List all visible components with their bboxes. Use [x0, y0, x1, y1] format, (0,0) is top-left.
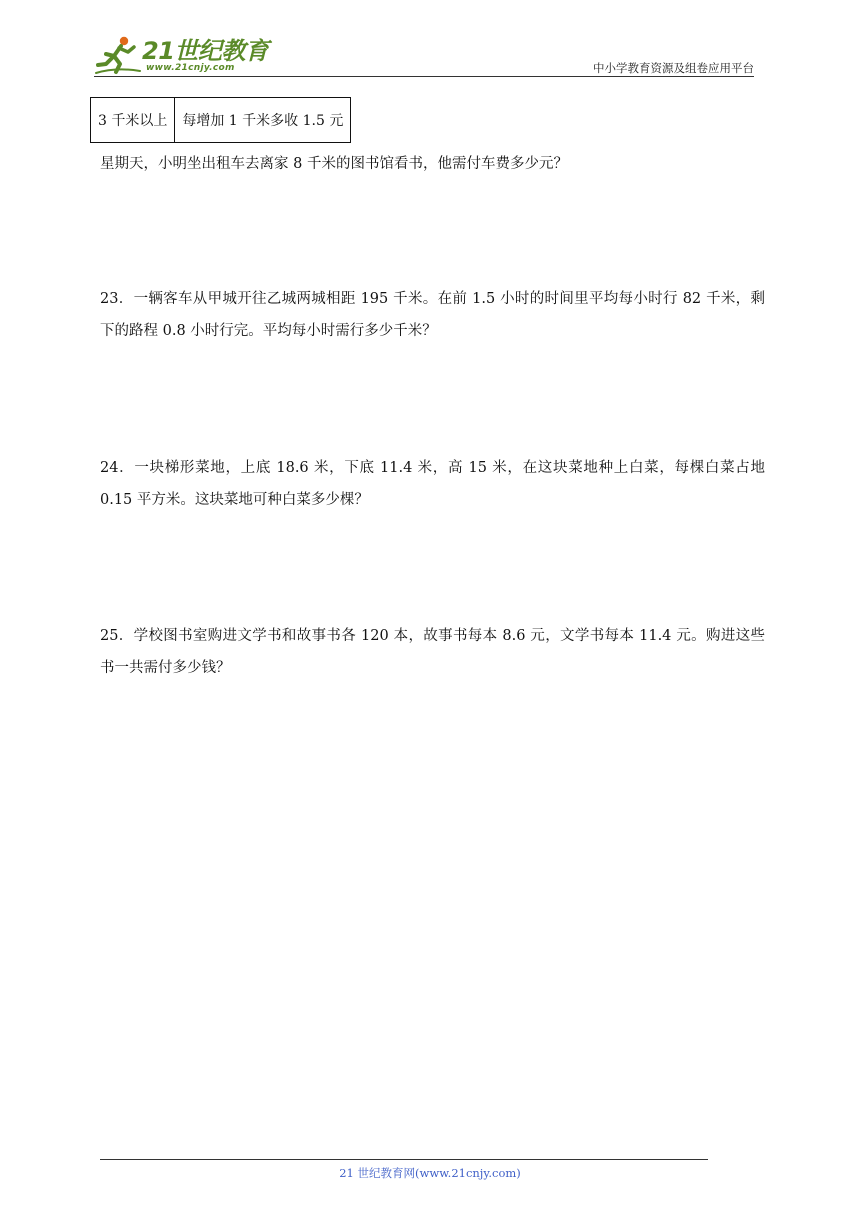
question-23: 23．一辆客车从甲城开往乙城两城相距 195 千米。在前 1.5 小时的时间里平均每小时行 82 千米，剩下的路程 0.8 小时行完。平均每小时需行多少千米？ — [100, 291, 765, 339]
fare-table — [90, 97, 351, 143]
running-figure-logo-icon — [94, 34, 142, 76]
page-header — [0, 0, 860, 80]
logo-wordmark: 21世纪教育 — [142, 37, 269, 65]
question-24: 24．一块梯形菜地，上底 18.6 米，下底 11.4 米，高 15 米，在这块菜地种上白菜，每棵白菜占地 0.15 平方米。这块菜地可种白菜多少棵？ — [100, 460, 765, 508]
fare-price-cell: 每增加 1 千米多收 1.5 元 — [175, 98, 351, 143]
table-row — [91, 98, 351, 143]
question-25: 25．学校图书室购进文学书和故事书各 120 本，故事书每本 8.6 元，文学书每本 11.4 元。购进这些书一共需付多少钱？ — [100, 628, 765, 676]
site-logo — [94, 34, 269, 76]
intro-question: 星期天，小明坐出租车去离家 8 千米的图书馆看书，他需付车费多少元？ — [100, 156, 568, 172]
fare-range-cell: 3 千米以上 — [91, 98, 175, 143]
platform-tagline: 中小学教育资源及组卷应用平台 — [593, 61, 754, 75]
logo-url: www.21cnjy.com — [146, 63, 235, 73]
header-divider — [94, 76, 754, 77]
footer-site-link[interactable]: 21 世纪教育网(www.21cnjy.com) — [339, 1166, 521, 1180]
footer-divider — [100, 1159, 708, 1160]
